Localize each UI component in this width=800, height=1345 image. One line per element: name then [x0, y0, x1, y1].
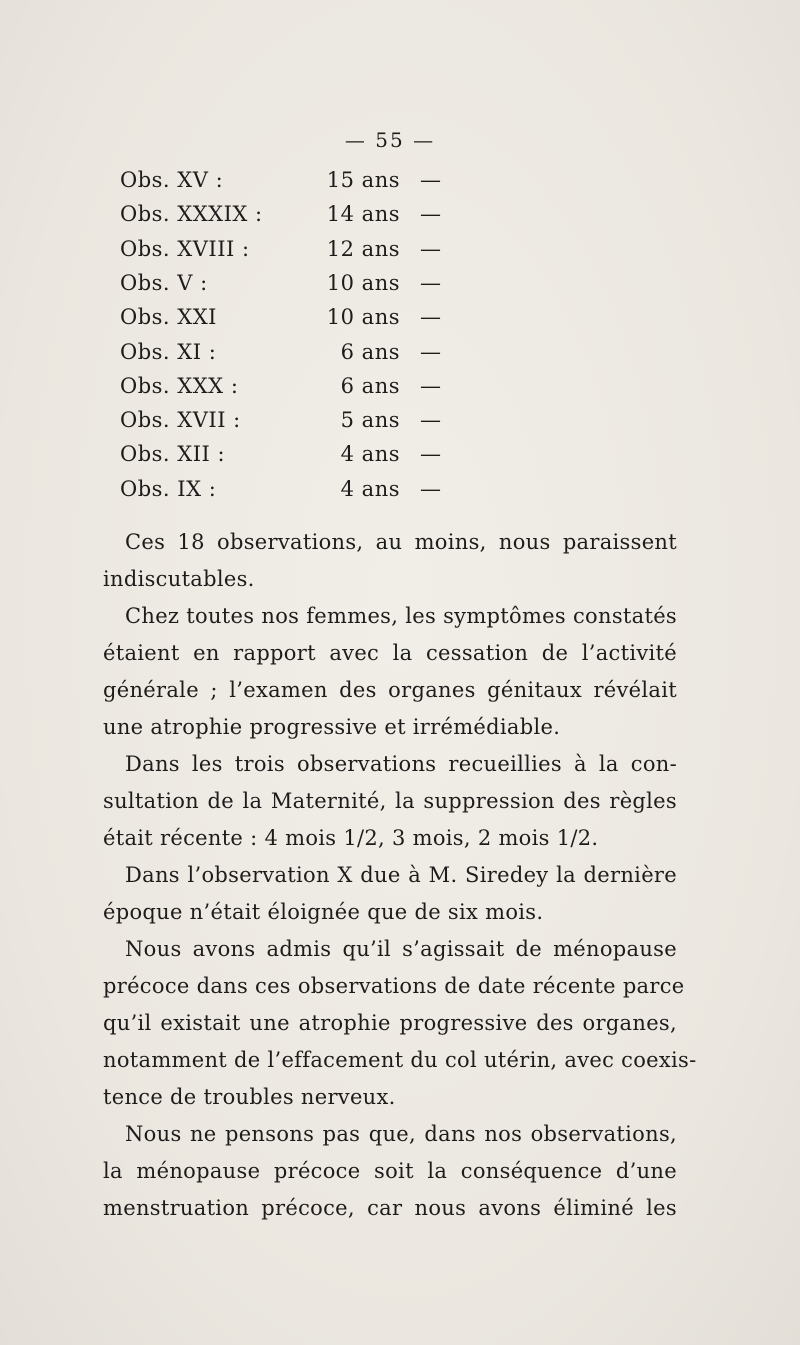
observation-label: Obs. V :: [120, 270, 208, 295]
observation-dash: —: [420, 270, 442, 295]
paragraph: [103, 524, 677, 598]
observation-row: [120, 237, 460, 271]
observation-age: 14 ans: [326, 202, 400, 227]
paragraph: [103, 931, 697, 1116]
text-line: Chez toutes nos femmes, les symptômes constatés: [125, 604, 677, 628]
observation-age: 15 ans: [326, 168, 400, 192]
text-line: étaient en rapport avec la cessation de l’activité: [103, 641, 677, 665]
text-line: époque n’était éloignée que de six mois.: [103, 900, 544, 924]
observation-age: 4 ans: [340, 442, 400, 467]
observation-row: [120, 271, 460, 305]
observation-label: Obs. XVIII :: [120, 236, 250, 261]
text-line: une atrophie progressive et irrémédiable.: [103, 715, 561, 739]
observation-row: [120, 477, 460, 511]
observation-label: Obs. XXX :: [120, 373, 239, 398]
text-line: Nous ne pensons pas que, dans nos observations,: [125, 1122, 677, 1146]
observation-label: Obs. XVII :: [120, 408, 241, 433]
observation-dash: —: [420, 476, 442, 501]
text-line: indiscutables.: [103, 567, 255, 591]
observation-label: Obs. XII :: [120, 442, 226, 467]
text-line: Dans les trois observations recueillies à la con-: [125, 752, 677, 776]
page-number: — 55 —: [344, 128, 436, 152]
observation-label: Obs. IX :: [120, 476, 217, 501]
text-line: était récente : 4 mois 1/2, 3 mois, 2 mois 1/2.: [103, 826, 599, 850]
observation-dash: —: [420, 305, 442, 330]
text-line: générale ; l’examen des organes génitaux révélait: [103, 678, 677, 702]
observation-row: [120, 340, 460, 374]
observation-dash: —: [420, 202, 442, 227]
text-line: menstruation précoce, car nous avons éliminé les: [103, 1196, 677, 1220]
observation-row: [120, 442, 460, 476]
observation-dash: —: [420, 373, 442, 398]
observation-dash: —: [420, 408, 442, 433]
observation-row: [120, 408, 460, 442]
observation-age: 10 ans: [326, 305, 400, 330]
observation-label: Obs. XXI: [120, 305, 217, 330]
text-line: tence de troubles nerveux.: [103, 1085, 396, 1109]
observation-age: 10 ans: [326, 270, 400, 295]
observation-age: 12 ans: [326, 236, 400, 261]
paragraph: [103, 746, 677, 857]
observation-row: [120, 202, 460, 236]
observation-age: 6 ans: [340, 373, 400, 398]
observation-dash: —: [420, 339, 442, 364]
observation-dash: —: [420, 236, 442, 261]
text-line: qu’il existait une atrophie progressive des organes,: [103, 1011, 677, 1035]
observation-label: Obs. XV :: [120, 168, 224, 192]
paragraph: [103, 1116, 677, 1227]
observation-age: 6 ans: [340, 339, 400, 364]
text-line: Dans l’observation X due à M. Siredey la dernière: [125, 863, 677, 887]
observation-dash: —: [420, 442, 442, 467]
observation-dash: —: [420, 168, 442, 192]
observation-row: [120, 374, 460, 408]
observation-row: [120, 305, 460, 339]
text-line: la ménopause précoce soit la conséquence d’une: [103, 1159, 677, 1183]
paragraph-block: [103, 524, 697, 1227]
text-line: Ces 18 observations, au moins, nous paraissent: [125, 530, 677, 554]
observation-label: Obs. XXXIX :: [120, 202, 263, 227]
observation-row: [120, 168, 460, 202]
paragraph: [103, 857, 677, 931]
observation-age: 4 ans: [340, 476, 400, 501]
text-line: Nous avons admis qu’il s’agissait de ménopause: [125, 937, 677, 961]
text-line: précoce dans ces observations de date récente parce: [103, 974, 685, 998]
text-line: sultation de la Maternité, la suppression des règles: [103, 789, 677, 813]
observation-label: Obs. XI :: [120, 339, 217, 364]
text-line: notamment de l’effacement du col utérin, avec coexis-: [103, 1048, 697, 1072]
observation-age: 5 ans: [340, 408, 400, 433]
paragraph: [103, 598, 677, 746]
